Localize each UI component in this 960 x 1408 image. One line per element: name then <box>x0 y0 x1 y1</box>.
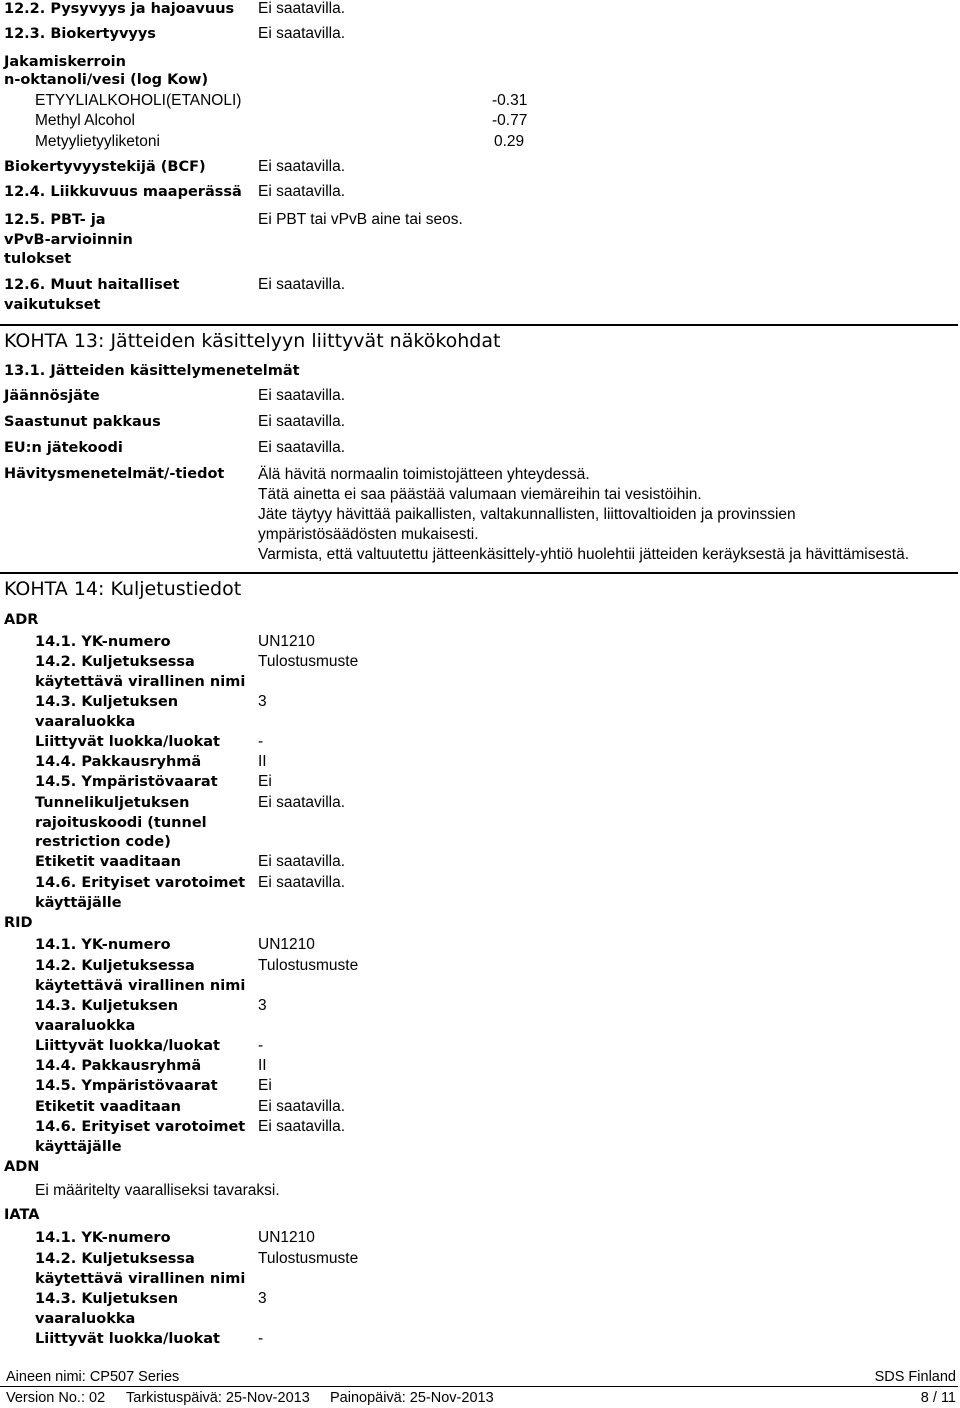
footer-revision-date: Tarkistuspäivä: 25-Nov-2013 <box>126 1390 310 1406</box>
adr-heading: ADR <box>4 612 39 628</box>
iata-heading: IATA <box>4 1207 40 1223</box>
section-13-title: KOHTA 13: Jätteiden käsittelyyn liittyvät näkökohdat <box>4 330 501 352</box>
iata-un-number-label: 14.1. YK-numero <box>35 1230 171 1246</box>
adr-hazard-class-label: 14.3. Kuljetuksen vaaraluokka <box>35 694 179 730</box>
value-bcf: Ei saatavilla. <box>258 158 346 175</box>
label-other-effects: 12.6. Muut haitalliset vaikutukset <box>4 277 180 313</box>
kow-value-1: -0.31 <box>492 92 528 109</box>
label-bioaccumulation: 12.3. Biokertyvyys <box>4 26 156 42</box>
iata-hazard-class-value: 3 <box>258 1290 267 1307</box>
adr-un-number-label: 14.1. YK-numero <box>35 634 171 650</box>
adr-special-precautions-value: Ei saatavilla. <box>258 874 346 891</box>
value-mobility: Ei saatavilla. <box>258 183 346 200</box>
label-disposal-methods: Hävitysmenetelmät/-tiedot <box>4 466 225 482</box>
rid-packing-group-value: II <box>258 1057 267 1074</box>
label-bcf: Biokertyvyystekijä (BCF) <box>4 159 206 175</box>
iata-subsidiary-class-value: - <box>258 1330 264 1347</box>
adr-un-number-value: UN1210 <box>258 633 315 650</box>
rid-environmental-label: 14.5. Ympäristövaarat <box>35 1078 218 1094</box>
label-residual-waste: Jäännösjäte <box>4 388 100 404</box>
adr-hazard-class-value: 3 <box>258 693 267 710</box>
value-bioaccumulation: Ei saatavilla. <box>258 25 346 42</box>
rid-labels-label: Etiketit vaaditaan <box>35 1099 181 1115</box>
adr-labels-label: Etiketit vaaditaan <box>35 854 181 870</box>
adr-tunnel-code-label: Tunnelikuljetuksen rajoituskoodi (tunnel restriction code) <box>35 795 207 850</box>
label-pbt: 12.5. PBT- ja vPvB-arvioinnin tulokset <box>4 212 133 267</box>
footer-print-date: Painopäivä: 25-Nov-2013 <box>330 1390 494 1406</box>
rid-shipping-name-label: 14.2. Kuljetuksessa käytettävä virallinen nimi <box>35 958 246 994</box>
adr-environmental-label: 14.5. Ympäristövaarat <box>35 774 218 790</box>
rid-packing-group-label: 14.4. Pakkausryhmä <box>35 1058 202 1074</box>
adr-packing-group-value: II <box>258 753 267 770</box>
iata-un-number-value: UN1210 <box>258 1229 315 1246</box>
kow-name-3: Metyylietyyliketoni <box>35 133 160 150</box>
footer-version: Version No.: 02 <box>6 1390 106 1406</box>
label-partition-coefficient: Jakamiskerroin n-oktanoli/vesi (log Kow) <box>4 54 209 88</box>
section-14-rule <box>0 572 958 574</box>
label-contaminated-packaging: Saastunut pakkaus <box>4 414 161 430</box>
adr-subsidiary-class-value: - <box>258 733 264 750</box>
adr-labels-value: Ei saatavilla. <box>258 853 346 870</box>
iata-shipping-name-label: 14.2. Kuljetuksessa käytettävä virallinen nimi <box>35 1251 246 1287</box>
rid-environmental-value: Ei <box>258 1077 272 1094</box>
label-eu-waste-code: EU:n jätekoodi <box>4 440 123 456</box>
footer-doc-type: SDS Finland <box>874 1369 956 1385</box>
rid-subsidiary-class-value: - <box>258 1037 264 1054</box>
rid-subsidiary-class-label: Liittyvät luokka/luokat <box>35 1038 220 1054</box>
rid-special-precautions-value: Ei saatavilla. <box>258 1118 346 1135</box>
iata-subsidiary-class-label: Liittyvät luokka/luokat <box>35 1331 220 1347</box>
section-13-rule <box>0 324 958 326</box>
section-13-subtitle: 13.1. Jätteiden käsittelymenetelmät <box>4 363 300 379</box>
rid-heading: RID <box>4 915 33 931</box>
rid-hazard-class-value: 3 <box>258 997 267 1014</box>
footer-page-number: 8 / 11 <box>920 1390 956 1406</box>
kow-name-2: Methyl Alcohol <box>35 112 135 129</box>
rid-un-number-label: 14.1. YK-numero <box>35 937 171 953</box>
adr-special-precautions-label: 14.6. Erityiset varotoimet käyttäjälle <box>35 875 246 911</box>
label-persistence: 12.2. Pysyvyys ja hajoavuus <box>4 1 235 17</box>
adr-packing-group-label: 14.4. Pakkausryhmä <box>35 754 202 770</box>
value-persistence: Ei saatavilla. <box>258 0 346 17</box>
value-disposal-methods: Älä hävitä normaalin toimistojätteen yhteydessä. Tätä ainetta ei saa päästää valumaan viemäreihin tai vesistöihin. Jäte täytyy hävittää paikallisten, valtakunnallisten, liittovaltioiden ja provinssien ympäristösäädösten mukaisesti. Varmista, että valtuutettu jätteenkäsittely-yhtiö huolehtii jätteiden keräyksestä ja hävittämisestä. <box>258 466 910 563</box>
footer-product-name: Aineen nimi: CP507 Series <box>6 1369 180 1385</box>
adr-shipping-name-label: 14.2. Kuljetuksessa käytettävä virallinen nimi <box>35 654 246 690</box>
adn-text: Ei määritelty vaaralliseksi tavaraksi. <box>35 1182 280 1199</box>
kow-name-1: ETYYLIALKOHOLI(ETANOLI) <box>35 92 242 109</box>
label-mobility: 12.4. Liikkuvuus maaperässä <box>4 184 242 200</box>
iata-shipping-name-value: Tulostusmuste <box>258 1250 359 1267</box>
rid-special-precautions-label: 14.6. Erityiset varotoimet käyttäjälle <box>35 1119 246 1155</box>
value-contaminated-packaging: Ei saatavilla. <box>258 413 346 430</box>
rid-un-number-value: UN1210 <box>258 936 315 953</box>
adr-shipping-name-value: Tulostusmuste <box>258 653 359 670</box>
adr-environmental-value: Ei <box>258 773 272 790</box>
rid-labels-value: Ei saatavilla. <box>258 1098 346 1115</box>
iata-hazard-class-label: 14.3. Kuljetuksen vaaraluokka <box>35 1291 179 1327</box>
rid-hazard-class-label: 14.3. Kuljetuksen vaaraluokka <box>35 998 179 1034</box>
adr-tunnel-code-value: Ei saatavilla. <box>258 794 346 811</box>
value-other-effects: Ei saatavilla. <box>258 276 346 293</box>
adr-subsidiary-class-label: Liittyvät luokka/luokat <box>35 734 220 750</box>
value-eu-waste-code: Ei saatavilla. <box>258 439 346 456</box>
kow-value-2: -0.77 <box>492 112 528 129</box>
value-pbt: Ei PBT tai vPvB aine tai seos. <box>258 211 463 228</box>
kow-value-3: 0.29 <box>494 133 525 150</box>
section-14-title: KOHTA 14: Kuljetustiedot <box>4 578 242 600</box>
footer-rule <box>0 1386 958 1387</box>
rid-shipping-name-value: Tulostusmuste <box>258 957 359 974</box>
value-residual-waste: Ei saatavilla. <box>258 387 346 404</box>
adn-heading: ADN <box>4 1159 40 1175</box>
